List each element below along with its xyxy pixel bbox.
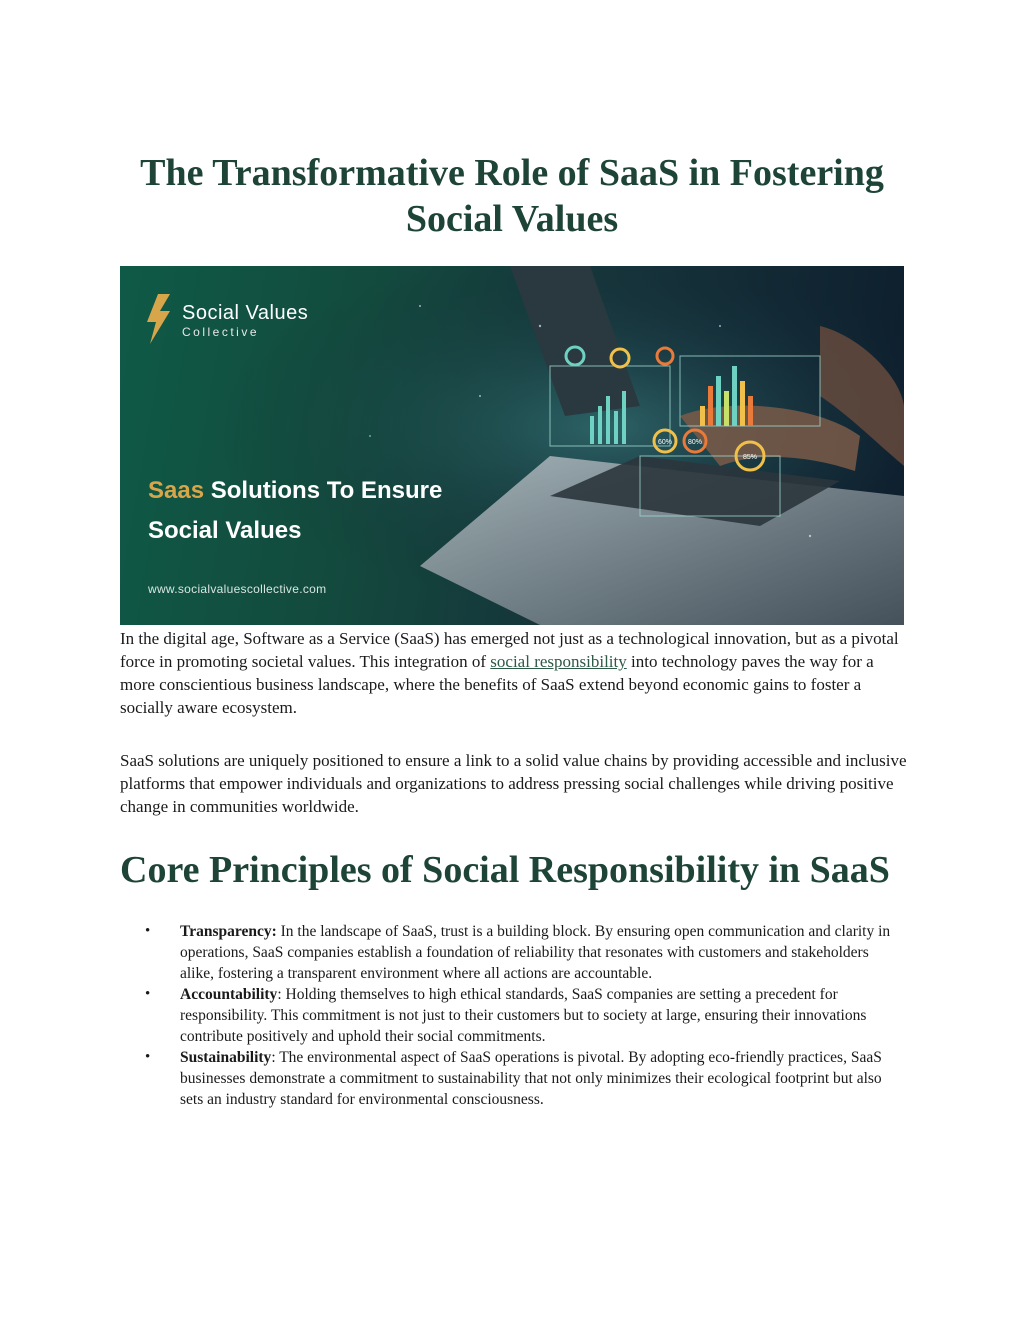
headline-line2: Social Values [148, 517, 302, 544]
principle-text: : The environmental aspect of SaaS operations is pivotal. By adopting eco-friendly practices, SaaS businesses demonstrate a commitment to sustainability that not only minimizes their ecological footprint but also sets an industry standard for environmental consciousness. [180, 1049, 882, 1108]
principle-text: : Holding themselves to high ethical standards, SaaS companies are setting a precedent for responsibility. This commitment is not just to their customers but to society at large, ensuring their innovations contribute positively and uphold their social commitments. [180, 986, 867, 1045]
list-item [145, 921, 906, 984]
principle-term: Transparency: [180, 923, 277, 940]
intro-text-before: In the digital age, Software as a Service (SaaS) has emerged not just as a technological innovation, but as a pivotal force in promoting societal values. This integration of [120, 629, 899, 671]
logo-line2: Collective [182, 325, 260, 339]
hero-banner-image [120, 266, 904, 625]
bullet-icon: • [145, 1049, 151, 1065]
social-responsibility-link[interactable]: social responsibility [490, 652, 627, 671]
hero-headline [148, 471, 442, 551]
page-title: The Transformative Role of SaaS in Fostering Social Values [140, 152, 884, 240]
bullet-icon: • [145, 986, 151, 1002]
section-heading: Core Principles of Social Responsibility in SaaS [120, 849, 890, 891]
principle-term: Accountability [180, 986, 278, 1003]
second-paragraph: SaaS solutions are uniquely positioned to ensure a link to a solid value chains by providing accessible and inclusive platforms that empower individuals and organizations to address pressing social challenges while driving positive change in communities worldwide. [120, 751, 907, 816]
bullet-icon: • [145, 923, 151, 939]
intro-paragraph [120, 627, 910, 719]
gauge-label: 60% [658, 439, 673, 446]
principle-term: Sustainability [180, 1049, 272, 1066]
principle-text: In the landscape of SaaS, trust is a building block. By ensuring open communication and clarity in operations, SaaS companies establish a foundation of reliability that resonates with customers and stakeholders alike, fostering a transparent environment where all actions are accountable. [180, 923, 891, 982]
principles-list [145, 921, 906, 1110]
headline-rest: Solutions To Ensure [204, 477, 443, 504]
list-item [145, 1047, 906, 1110]
brand-logo-text [182, 302, 308, 339]
headline-accent: Saas [148, 477, 205, 504]
gauge-label: 80% [688, 439, 703, 446]
intro-text-after: into technology paves the way for a more conscientious business landscape, where the benefits of SaaS extend beyond economic gains to foster a socially aware ecosystem. [120, 652, 874, 717]
gauge-label: 85% [743, 454, 758, 461]
list-item [145, 984, 906, 1047]
hero-website: www.socialvaluescollective.com [148, 582, 327, 596]
logo-line1: Social Values [182, 302, 309, 324]
